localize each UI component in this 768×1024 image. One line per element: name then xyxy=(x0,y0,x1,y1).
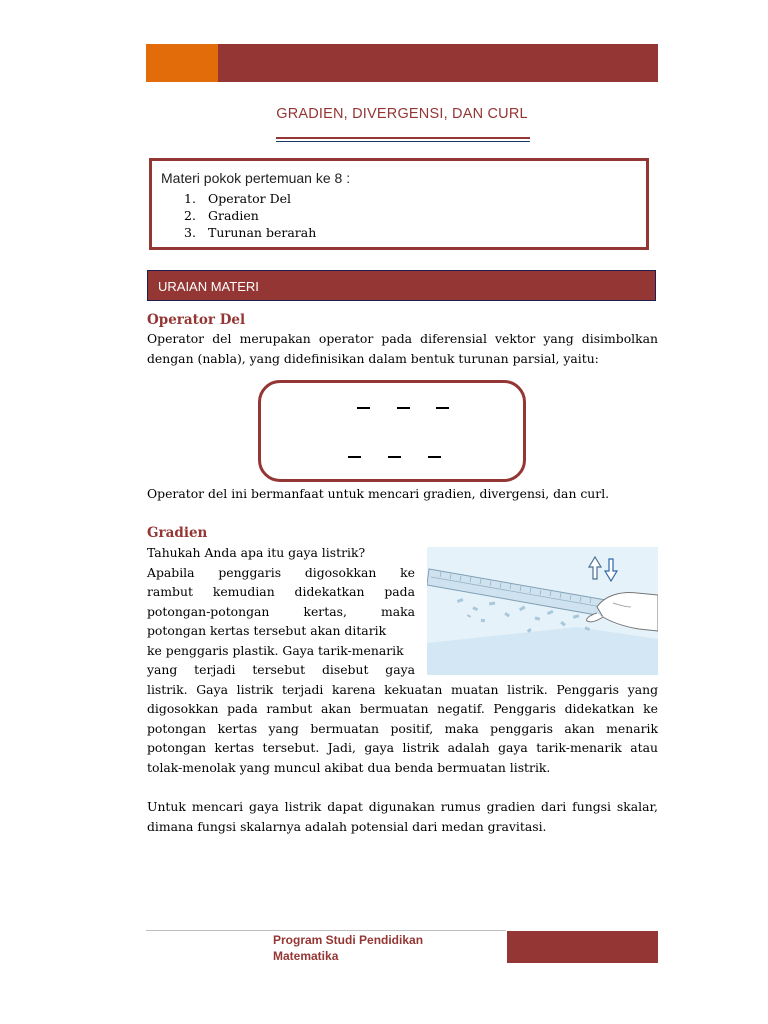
fraction-bar xyxy=(388,456,401,458)
header-bar xyxy=(218,44,658,82)
fraction-bar xyxy=(397,407,410,409)
header-accent-block xyxy=(146,44,218,82)
footer-line: Program Studi Pendidikan xyxy=(273,933,424,947)
footer-divider xyxy=(146,930,506,931)
gradien-paragraph-line: yang terjadi tersebut disebut gaya xyxy=(147,662,415,677)
fraction-bar xyxy=(348,456,361,458)
gradien-paragraph-line: digosokkan pada rambut akan bermuatan negatif. Penggaris didekatkan ke xyxy=(147,701,658,716)
topic-item xyxy=(184,191,291,206)
topic-number: 2. xyxy=(184,208,196,223)
gradien-paragraph-line: ke penggaris plastik. Gaya tarik-menarik xyxy=(147,643,404,658)
operator-del-paragraph-line: Operator del merupakan operator pada diferensial vektor yang disimbolkan xyxy=(147,331,658,346)
operator-del-paragraph-line: dengan (nabla), yang didefinisikan dalam bentuk turunan parsial, yaitu: xyxy=(147,351,599,366)
gradien-paragraph-line: potongan kertas tersebut akan ditarik xyxy=(147,623,387,638)
title-underline-secondary xyxy=(276,141,530,142)
footer-accent-block xyxy=(507,931,658,963)
gradien-paragraph-line: Untuk mencari gaya listrik dapat digunakan rumus gradien dari fungsi skalar, xyxy=(147,799,658,814)
title-underline xyxy=(276,137,530,139)
gradien-paragraph-line: tolak-menolak yang muncul akibat dua benda bermuatan listrik. xyxy=(147,760,551,775)
page-title: GRADIEN, DIVERGENSI, DAN CURL xyxy=(276,106,528,122)
gradien-paragraph-line: rambut kemudian didekatkan pada xyxy=(147,584,415,599)
ruler-paper-illustration xyxy=(427,547,658,675)
gradien-paragraph-line: potongan kertas yang bermuatan positif, maka penggaris akan menarik xyxy=(147,721,658,736)
topic-item xyxy=(184,208,259,223)
section-banner-label: URAIAN MATERI xyxy=(158,279,259,294)
fraction-bar xyxy=(357,407,370,409)
operator-del-heading: Operator Del xyxy=(147,312,246,328)
gradien-paragraph-line: dimana fungsi skalarnya adalah potensial dari medan gravitasi. xyxy=(147,819,547,834)
topic-label: Operator Del xyxy=(208,191,291,206)
topic-label: Gradien xyxy=(208,208,259,223)
gradien-heading: Gradien xyxy=(147,525,208,541)
topic-item xyxy=(184,225,316,240)
topic-number: 1. xyxy=(184,191,196,206)
formula-box xyxy=(258,380,526,482)
fraction-bar xyxy=(436,407,449,409)
gradien-paragraph-line: listrik. Gaya listrik terjadi karena kekuatan muatan listrik. Penggaris yang xyxy=(147,682,658,697)
topic-number: 3. xyxy=(184,225,196,240)
gradien-paragraph-line: potongan-potongan kertas, maka xyxy=(147,604,415,619)
fraction-bar xyxy=(428,456,441,458)
footer-line: Matematika xyxy=(273,949,339,963)
gradien-paragraph-line: potongan kertas tersebut. Jadi, gaya listrik adalah gaya tarik-menarik atau xyxy=(147,740,658,755)
footer-program-label xyxy=(273,932,493,964)
gradien-paragraph-line: Apabila penggaris digosokkan ke xyxy=(147,565,415,580)
topics-heading: Materi pokok pertemuan ke 8 : xyxy=(161,170,351,186)
gradien-paragraph-line: Tahukah Anda apa itu gaya listrik? xyxy=(147,545,366,560)
operator-del-summary: Operator del ini bermanfaat untuk mencari gradien, divergensi, dan curl. xyxy=(147,486,610,501)
topic-label: Turunan berarah xyxy=(208,225,317,240)
